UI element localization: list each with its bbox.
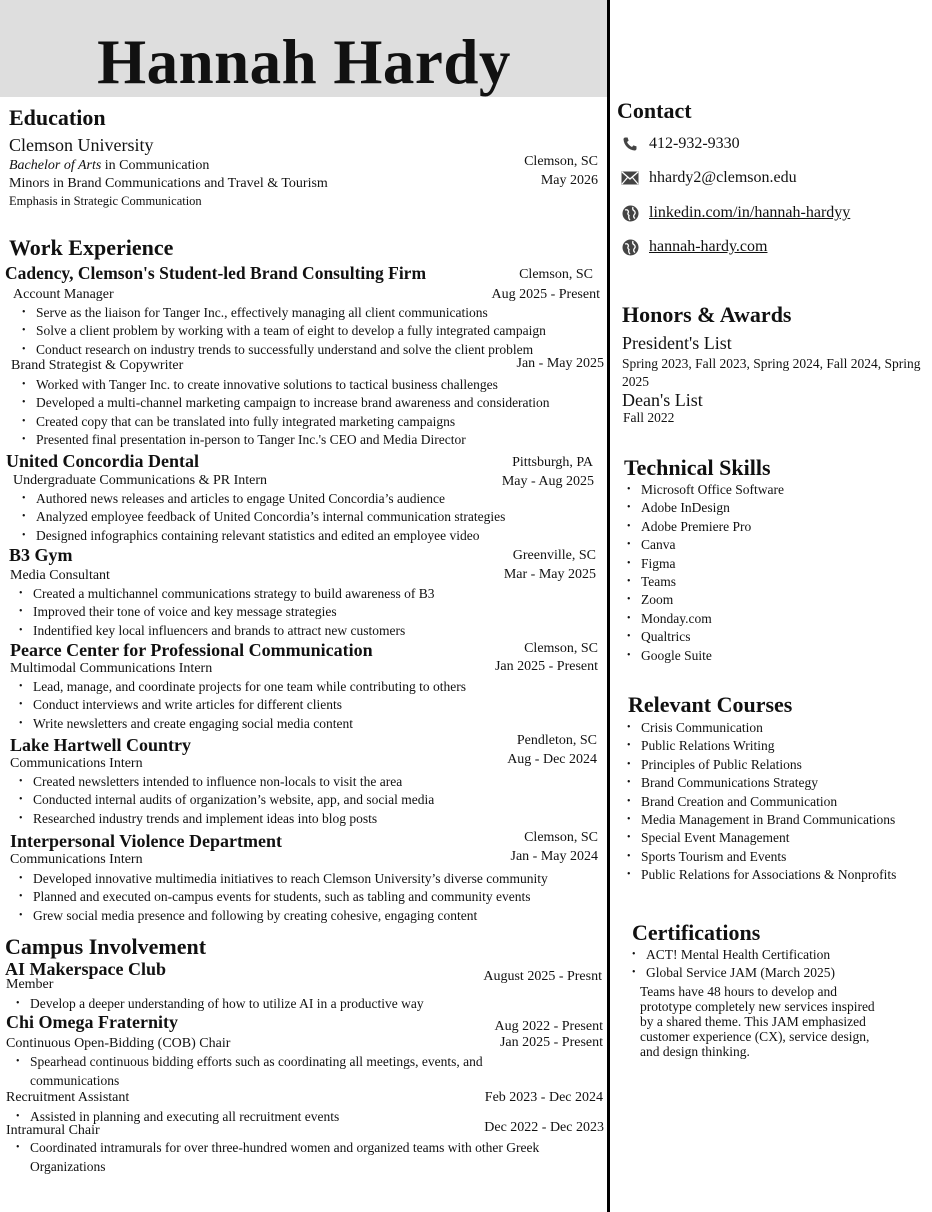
b3-role: Media Consultant (10, 568, 110, 583)
ucd-location: Pittsburgh, PA (512, 455, 593, 470)
education-date: May 2026 (540, 173, 598, 188)
bullet: • Created newsletters intended to influence non-locals to visit the area (14, 773, 434, 791)
ucd-role: Undergraduate Communications & PR Intern (13, 473, 268, 488)
website-link[interactable]: hannah-hardy.com (649, 238, 768, 255)
bullet: • Worked with Tanger Inc. to create innovative solutions to tactical business challenges (17, 376, 550, 394)
ai-date: August 2025 - Presnt (483, 969, 602, 984)
chi-bullets-3 (11, 1139, 601, 1176)
org-b3-gym: B3 Gym (9, 545, 73, 565)
bullet: • Conducted internal audits of organization’s website, app, and social media (14, 791, 434, 809)
campus-heading: Campus Involvement (5, 934, 207, 959)
resume-name: Hannah Hardy (97, 27, 511, 97)
course-item: • Brand Creation and Communication (624, 793, 896, 811)
ai-bullets (11, 995, 424, 1013)
degree-field: in Communication (101, 158, 210, 173)
bullet: • Authored news releases and articles to engage United Concordia’s audience (17, 490, 505, 508)
course-item: • Principles of Public Relations (624, 756, 896, 774)
bullet: • Developed a multi-channel marketing campaign to increase brand awareness and consideration (17, 394, 550, 412)
degree-type: Bachelor of Arts (9, 158, 102, 173)
org-interpersonal-violence: Interpersonal Violence Department (10, 831, 282, 851)
course-item: • Public Relations for Associations & Nonprofits (624, 866, 896, 884)
skill-item: • Figma (624, 555, 784, 573)
contact-website[interactable] (620, 237, 767, 257)
bullet: • Created a multichannel communications strategy to build awareness of B3 (14, 585, 435, 603)
org-chi-omega: Chi Omega Fraternity (6, 1012, 178, 1032)
skill-item: • Qualtrics (624, 628, 784, 646)
bullet: • Write newsletters and create engaging social media content (14, 715, 466, 733)
contact-heading: Contact (617, 98, 692, 123)
cadency-bullets-2 (17, 376, 550, 450)
bullet: • Serve as the liaison for Tanger Inc., effectively managing all client communications (17, 304, 546, 322)
lake-role: Communications Intern (10, 756, 143, 771)
bullet: • Created copy that can be translated into fully integrated marketing campaigns (17, 413, 550, 431)
course-item: • Media Management in Brand Communications (624, 811, 896, 829)
work-heading: Work Experience (9, 235, 174, 260)
bullet: • Spearhead continuous bidding efforts such as coordinating all meetings, events, and communications (11, 1053, 541, 1090)
deans-terms: Fall 2022 (623, 410, 675, 425)
pearce-bullets (14, 678, 466, 733)
ivd-location: Clemson, SC (524, 830, 598, 845)
bullet: • Planned and executed on-campus events for students, such as tabling and community events (14, 888, 548, 906)
bullet: • Assisted in planning and executing all recruitment events (11, 1108, 339, 1126)
org-united-concordia: United Concordia Dental (6, 451, 199, 471)
chi-date: Aug 2022 - Present (494, 1019, 603, 1034)
bullet: • Indentified key local influencers and brands to attract new customers (14, 622, 435, 640)
cert-item: • ACT! Mental Health Certification (629, 946, 835, 964)
skills-list (624, 481, 784, 665)
education-location: Clemson, SC (524, 154, 598, 169)
bullet: • Solve a client problem by working with a team of eight to develop a fully integrated campaign (17, 322, 546, 340)
cadency-location: Clemson, SC (519, 267, 593, 282)
skill-item: • Teams (624, 573, 784, 591)
chi-date-2: Feb 2023 - Dec 2024 (484, 1090, 603, 1105)
honors-heading: Honors & Awards (622, 302, 792, 327)
degree (9, 158, 209, 174)
presidents-terms: Spring 2023, Fall 2023, Spring 2024, Fall 2024, Spring 2025 (622, 356, 921, 389)
skill-item: • Zoom (624, 591, 784, 609)
course-item: • Sports Tourism and Events (624, 848, 896, 866)
lake-bullets (14, 773, 434, 828)
lake-date: Aug - Dec 2024 (507, 752, 597, 767)
skill-item: • Microsoft Office Software (624, 481, 784, 499)
chi-role-1: Continuous Open-Bidding (COB) Chair (6, 1036, 231, 1051)
cadency-date-2: Jan - May 2025 (516, 356, 604, 371)
bullet: • Conduct interviews and write articles for different clients (14, 696, 466, 714)
contact-email[interactable] (620, 168, 797, 188)
bullet: • Designed infographics containing relevant statistics and edited an employee video (17, 527, 505, 545)
ai-role: Member (6, 977, 54, 992)
cert-item: • Global Service JAM (March 2025) (629, 964, 835, 982)
chi-role-3: Intramural Chair (6, 1123, 100, 1138)
skill-item: • Monday.com (624, 610, 784, 628)
deans-list: Dean's List (622, 390, 703, 410)
course-item: • Public Relations Writing (624, 737, 896, 755)
course-item: • Brand Communications Strategy (624, 774, 896, 792)
courses-heading: Relevant Courses (628, 692, 793, 717)
emphasis: Emphasis in Strategic Communication (9, 194, 202, 208)
chi-bullets-1 (11, 1053, 541, 1090)
bullet: • Conduct research on industry trends to successfully understand and solve the client problem (17, 341, 546, 359)
bullet: • Developed innovative multimedia initiatives to reach Clemson University’s diverse community (14, 870, 548, 888)
skill-item: • Adobe InDesign (624, 499, 784, 517)
email-address: hhardy2@clemson.edu (649, 169, 797, 186)
b3-date: Mar - May 2025 (503, 567, 596, 582)
contact-phone[interactable] (620, 134, 740, 154)
courses-list (624, 719, 896, 885)
presidents-list: President's List (622, 333, 732, 353)
cadency-bullets-1 (17, 304, 546, 359)
bullet: • Coordinated intramurals for over three-hundred women and organized teams with other Greek Organizations (11, 1139, 601, 1176)
pearce-role: Multimodal Communications Intern (10, 661, 213, 676)
lake-location: Pendleton, SC (516, 733, 597, 748)
b3-bullets (14, 585, 435, 640)
linkedin-link[interactable]: linkedin.com/in/hannah-hardyy (649, 204, 851, 221)
bullet: • Grew social media presence and following by creating cohesive, engaging content (14, 907, 548, 925)
bullet: • Analyzed employee feedback of United Concordia’s internal communication strategies (17, 508, 505, 526)
chi-date-1: Jan 2025 - Present (499, 1035, 603, 1050)
globe-icon (620, 203, 640, 223)
education-heading: Education (9, 105, 106, 130)
phone-number: 412-932-9330 (649, 135, 740, 152)
phone-icon (620, 134, 640, 154)
certs-list (629, 946, 835, 983)
globe-icon (620, 237, 640, 257)
course-item: • Special Event Management (624, 829, 896, 847)
bullet: • Presented final presentation in-person to Tanger Inc.'s CEO and Media Director (17, 431, 550, 449)
pearce-location: Clemson, SC (524, 641, 598, 656)
jam-description: Teams have 48 hours to develop and prototype completely new services inspired by a shared theme. This JAM emphasized customer experience (CX), service design, and design thinking. (640, 984, 875, 1059)
org-cadency: Cadency, Clemson's Student-led Brand Consulting Firm (5, 263, 427, 283)
ivd-date: Jan - May 2024 (510, 849, 598, 864)
skill-item: • Adobe Premiere Pro (624, 518, 784, 536)
school-name: Clemson University (9, 135, 154, 155)
cadency-role-2: Brand Strategist & Copywriter (11, 358, 184, 373)
chi-date-3: Dec 2022 - Dec 2023 (484, 1120, 604, 1135)
skill-item: • Canva (624, 536, 784, 554)
skill-item: • Google Suite (624, 647, 784, 665)
bullet: • Lead, manage, and coordinate projects for one team while contributing to others (14, 678, 466, 696)
org-lake-hartwell: Lake Hartwell Country (10, 735, 191, 755)
minors: Minors in Brand Communications and Travel & Tourism (9, 176, 328, 191)
bullet: • Improved their tone of voice and key message strategies (14, 603, 435, 621)
bullet: • Develop a deeper understanding of how to utilize AI in a productive way (11, 995, 424, 1013)
certs-heading: Certifications (632, 920, 761, 945)
skills-heading: Technical Skills (624, 455, 771, 480)
b3-location: Greenville, SC (512, 548, 596, 563)
org-ai-makerspace: AI Makerspace Club (5, 959, 166, 979)
ivd-role: Communications Intern (10, 852, 143, 867)
cadency-date-1: Aug 2025 - Present (491, 287, 600, 302)
ucd-bullets (17, 490, 505, 545)
column-divider (607, 0, 610, 1212)
chi-role-2: Recruitment Assistant (6, 1090, 130, 1105)
email-icon (620, 168, 640, 188)
contact-linkedin[interactable] (620, 203, 850, 223)
cadency-role-1: Account Manager (13, 287, 114, 302)
ucd-date: May - Aug 2025 (501, 474, 594, 489)
bullet: • Researched industry trends and implement ideas into blog posts (14, 810, 434, 828)
ivd-bullets (14, 870, 548, 925)
pearce-date: Jan 2025 - Present (494, 659, 598, 674)
org-pearce-center: Pearce Center for Professional Communication (10, 640, 373, 660)
course-item: • Crisis Communication (624, 719, 896, 737)
